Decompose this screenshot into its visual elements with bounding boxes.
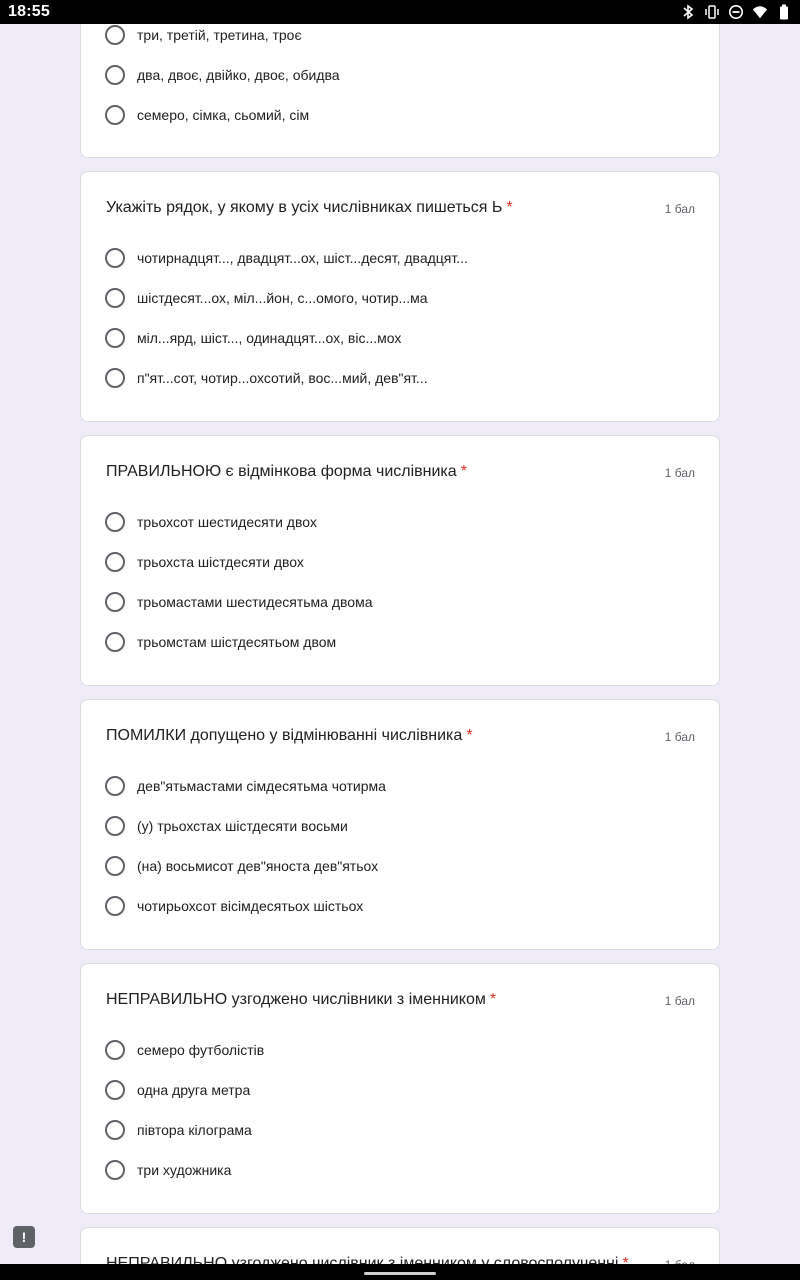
required-asterisk: * [466, 727, 473, 744]
report-feedback-icon[interactable]: ! [13, 1226, 35, 1248]
option-label: два, двоє, двійко, двоє, обидва [137, 67, 340, 83]
radio-button[interactable] [105, 776, 125, 796]
radio-option[interactable] [105, 1078, 250, 1102]
option-label: три, третій, третина, троє [137, 27, 302, 43]
vibrate-icon [704, 4, 720, 20]
radio-option[interactable] [105, 894, 363, 918]
radio-button[interactable] [105, 1160, 125, 1180]
radio-button[interactable] [105, 368, 125, 388]
status-bar [0, 0, 800, 24]
radio-option[interactable] [105, 550, 304, 574]
radio-option[interactable] [105, 1158, 231, 1182]
question-text: ПРАВИЛЬНОЮ є відмінкова форма числівника [106, 463, 457, 480]
required-asterisk: * [506, 199, 513, 216]
option-label: трьомстам шістдесятьом двом [137, 634, 337, 650]
radio-button[interactable] [105, 512, 125, 532]
radio-option[interactable] [105, 103, 309, 127]
points-label: 1 бал [664, 202, 695, 216]
question-title [106, 989, 496, 1011]
option-label: семеро, сімка, сьомий, сім [137, 107, 310, 123]
radio-button[interactable] [105, 65, 125, 85]
radio-option[interactable] [105, 774, 386, 798]
wifi-icon [752, 4, 768, 20]
radio-option[interactable] [105, 63, 340, 87]
option-label: (у) трьохстах шістдесяти восьми [137, 818, 348, 834]
option-label: п"ят...сот, чотир...охсотий, вос...мий, дев"ят... [137, 370, 428, 386]
radio-button[interactable] [105, 1080, 125, 1100]
radio-option[interactable] [105, 326, 401, 350]
do-not-disturb-icon [728, 4, 744, 20]
question-card [80, 171, 720, 422]
option-label: півтора кілограма [137, 1122, 252, 1138]
question-card [80, 699, 720, 950]
navigation-bar [0, 1264, 800, 1280]
radio-option[interactable] [105, 366, 428, 390]
option-label: семеро футболістів [137, 1042, 265, 1058]
radio-button[interactable] [105, 288, 125, 308]
radio-option[interactable] [105, 246, 468, 270]
radio-button[interactable] [105, 248, 125, 268]
option-label: міл...ярд, шіст..., одинадцят...ох, віс...мох [137, 330, 402, 346]
option-label: (на) восьмисот дев"яноста дев"ятьох [137, 858, 379, 874]
battery-icon [776, 4, 792, 20]
radio-button[interactable] [105, 1040, 125, 1060]
question-title [106, 725, 473, 747]
option-label: шістдесят...ох, міл...йон, с...омого, чотир...ма [137, 290, 428, 306]
question-card [80, 963, 720, 1214]
radio-option[interactable] [105, 510, 317, 534]
question-text: ПОМИЛКИ допущено у відмінюванні числівника [106, 727, 463, 744]
radio-option[interactable] [105, 854, 378, 878]
radio-button[interactable] [105, 896, 125, 916]
option-label: трьомастами шестидесятьма двома [137, 594, 373, 610]
radio-button[interactable] [105, 25, 125, 45]
radio-option[interactable] [105, 23, 302, 47]
option-label: чотирьохсот вісімдесятьох шістьох [137, 898, 364, 914]
radio-button[interactable] [105, 105, 125, 125]
required-asterisk: * [460, 463, 467, 480]
bluetooth-icon [680, 4, 696, 20]
radio-button[interactable] [105, 552, 125, 572]
option-label: дев"ятьмастами сімдесятьма чотирма [137, 778, 386, 794]
home-gesture-handle[interactable] [364, 1272, 436, 1275]
question-text: НЕПРАВИЛЬНО узгоджено числівники з іменником [106, 991, 486, 1008]
points-label: 1 бал [664, 994, 695, 1008]
status-time: 18:55 [8, 3, 50, 20]
option-label: трьохста шістдесяти двох [137, 554, 304, 570]
question-card [80, 435, 720, 686]
points-label: 1 бал [664, 466, 695, 480]
radio-button[interactable] [105, 1120, 125, 1140]
radio-button[interactable] [105, 592, 125, 612]
radio-button[interactable] [105, 816, 125, 836]
status-icons [680, 2, 792, 22]
option-label: три художника [137, 1162, 232, 1178]
question-text: Укажіть рядок, у якому в усіх числівниках пишеться Ь [106, 199, 503, 216]
radio-button[interactable] [105, 328, 125, 348]
radio-option[interactable] [105, 1118, 252, 1142]
question-title [106, 461, 467, 483]
radio-button[interactable] [105, 632, 125, 652]
question-title [106, 197, 513, 219]
radio-option[interactable] [105, 590, 373, 614]
radio-option[interactable] [105, 1038, 264, 1062]
option-label: чотирнадцят..., двадцят...ох, шіст...десят, двадцят... [137, 250, 468, 266]
radio-option[interactable] [105, 630, 336, 654]
radio-button[interactable] [105, 856, 125, 876]
option-label: одна друга метра [137, 1082, 251, 1098]
radio-option[interactable] [105, 286, 428, 310]
radio-option[interactable] [105, 814, 348, 838]
option-label: трьохсот шестидесяти двох [137, 514, 317, 530]
required-asterisk: * [489, 991, 497, 1008]
points-label: 1 бал [664, 730, 695, 744]
